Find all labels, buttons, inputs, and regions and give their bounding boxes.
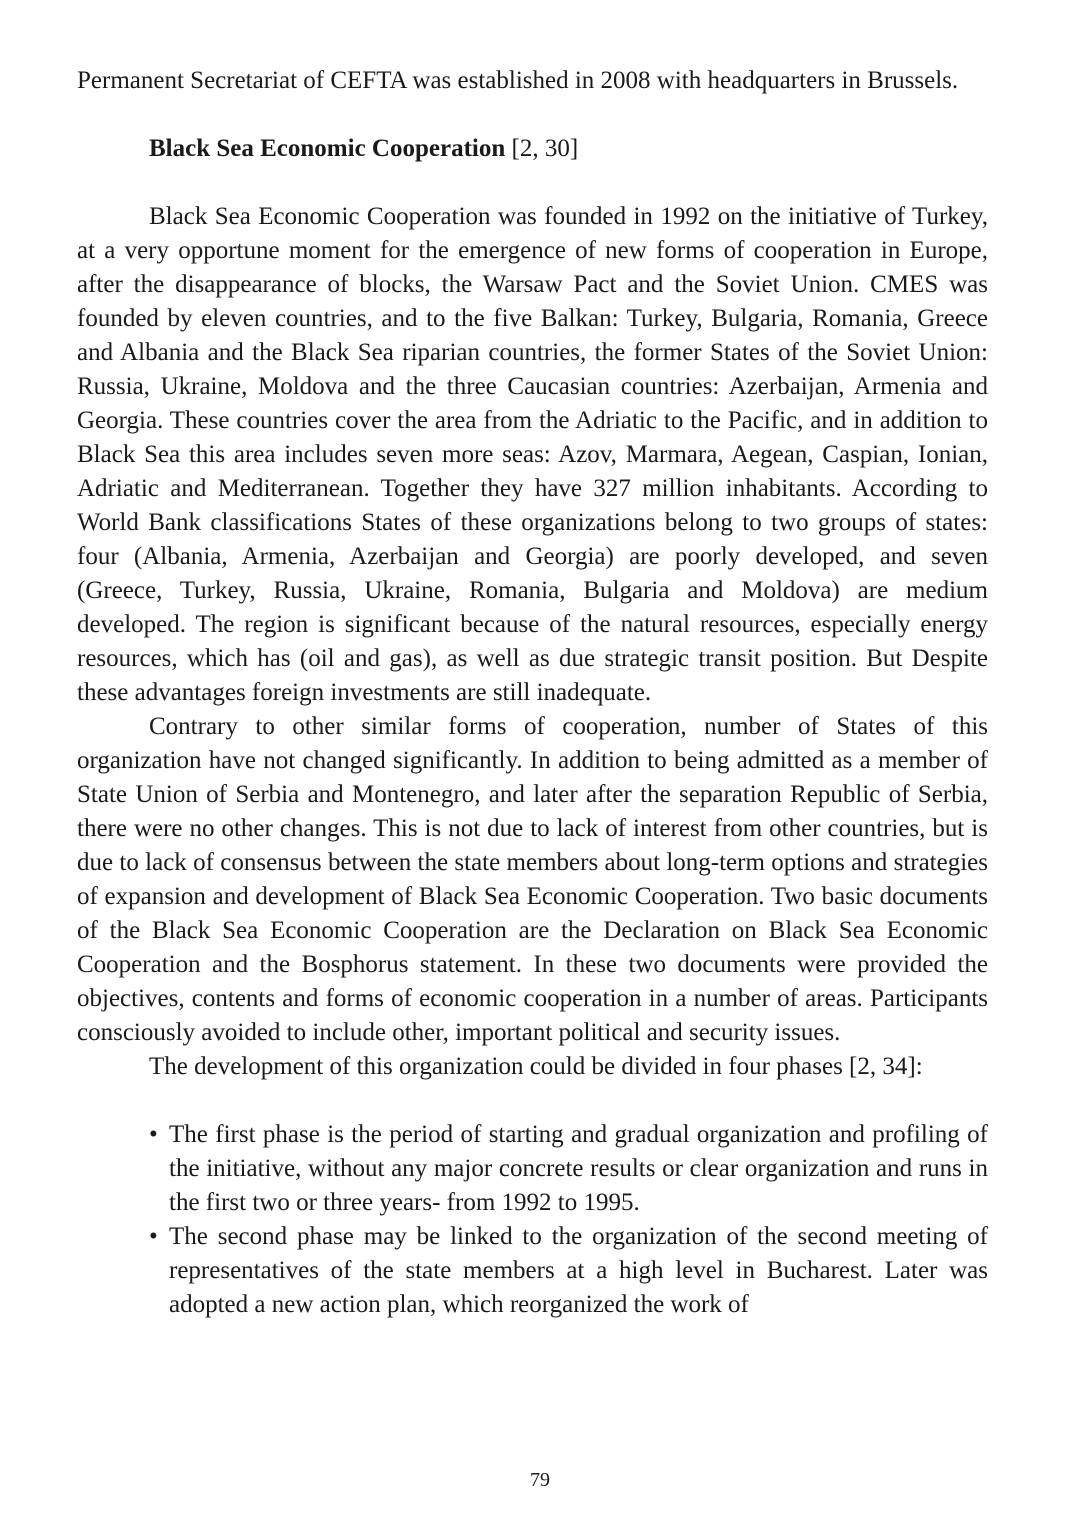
page-number: 79 [530,1469,550,1491]
body-paragraph-founding: Black Sea Economic Cooperation was founded in 1992 on the initiative of Turkey, at a very opportune moment for the emergence of new forms of cooperation in Europe, after the disappearance of blocks, the Warsaw Pact and the Soviet Union. CMES was founded by eleven countries, and to the five Balkan: Turkey, Bulgaria, Romania, Greece and Albania and the Black Sea riparian countries, the former States of the Soviet Union: Russia, Ukraine, Moldova and the three Caucasian countries: Azerbaijan, Armenia and Georgia. These countries cover the area from the Adriatic to the Pacific, and in addition to Black Sea this area includes seven more seas: Azov, Marmara, Aegean, Caspian, Ionian, Adriatic and Mediterranean. Together they have 327 million inhabitants. According to World Bank classifications States of these organizations belong to two groups of states: four (Albania, Armenia, Azerbaijan and Georgia) are poorly developed, and seven (Greece, Turkey, Russia, Ukraine, Romania, Bulgaria and Moldova) are medium developed. The region is significant because of the natural resources, especially energy resources, which has (oil and gas), as well as due strategic transit position. But Despite these advantages foreign investments are still inadequate. [77,203,988,706]
body-paragraph-phases-intro: The development of this organization could be divided in four phases [2, 34]: [149,1053,923,1080]
bullet-icon: • [149,1223,158,1250]
phases-list [77,1118,988,1322]
section-title: Black Sea Economic Cooperation [149,135,506,162]
phase-text-first: The first phase is the period of starting and gradual organization and profiling of the initiative, without any major concrete results or clear organization and runs in the first two or three years- from 1992 to 1995. [169,1121,988,1216]
intro-continuation-paragraph: Permanent Secretariat of CEFTA was established in 2008 with headquarters in Brussels. [77,67,959,94]
bullet-icon: • [149,1121,158,1148]
phase-text-second: The second phase may be linked to the organization of the second meeting of representatives of the state members at a high level in Bucharest. Later was adopted a new action plan, which reorganized the work of [169,1223,988,1318]
section-citation: [2, 30] [511,135,579,162]
body-paragraph-membership: Contrary to other similar forms of cooperation, number of States of this organization have not changed significantly. In addition to being admitted as a member of State Union of Serbia and Montenegro, and later after the separation Republic of Serbia, there were no other changes. This is not due to lack of interest from other countries, but is due to lack of consensus between the state members about long-term options and strategies of expansion and development of Black Sea Economic Cooperation. Two basic documents of the Black Sea Economic Cooperation are the Declaration on Black Sea Economic Cooperation and the Bosphorus statement. In these two documents were provided the objectives, contents and forms of economic cooperation in a number of areas. Participants consciously avoided to include other, important political and security issues. [77,713,988,1046]
list-item [149,1118,988,1220]
list-item [149,1220,988,1322]
page-body [77,64,988,1322]
section-heading [77,132,988,166]
